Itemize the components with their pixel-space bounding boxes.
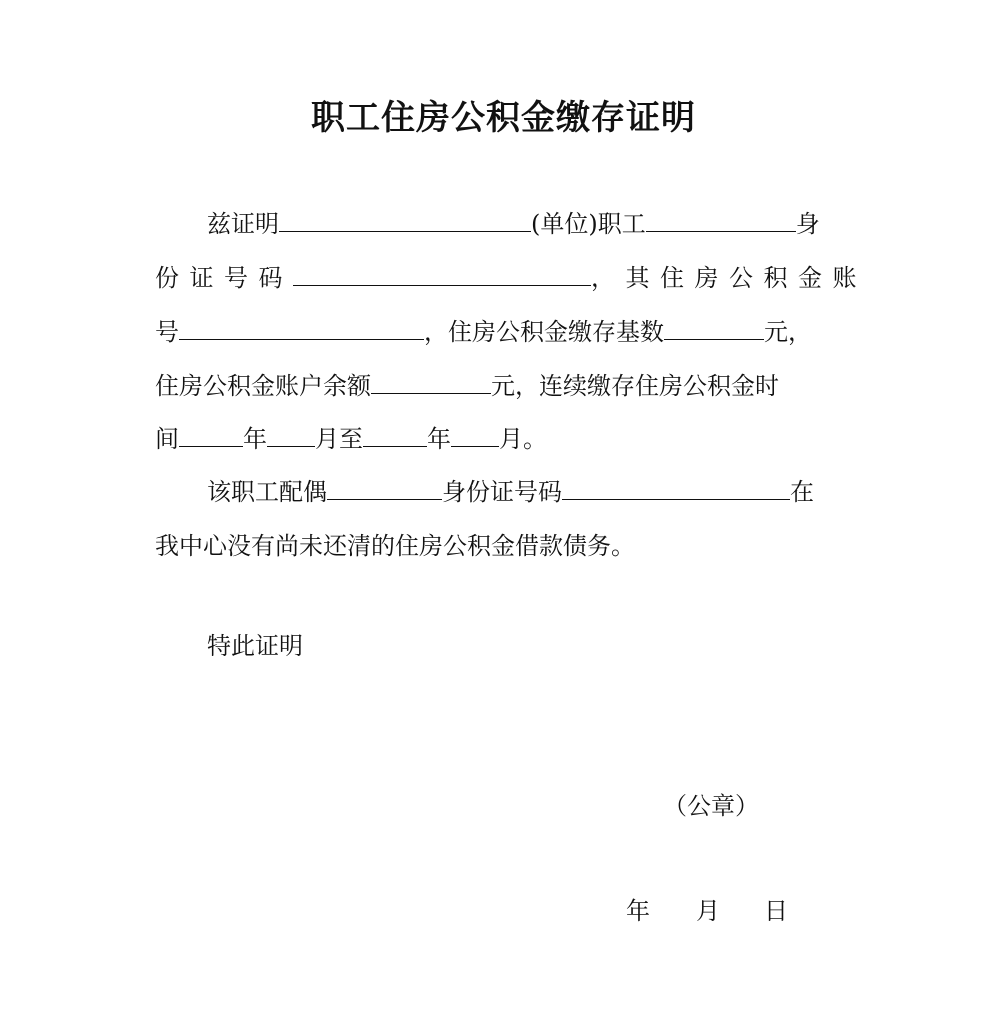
text-balance-label: 住房公积金账户余额 (155, 372, 371, 400)
text-continuous-deposit: 元，连续缴存住房公积金时 (491, 372, 779, 400)
blank-spouse-id-number[interactable] (562, 475, 790, 500)
paragraph-2-line-1 (207, 475, 814, 509)
text-spouse-label: 该职工配偶 (207, 478, 327, 506)
text-account-label: ，其住房公积金账 (591, 264, 867, 292)
seal-label: （公章） (663, 792, 759, 820)
text-account-end: 号 (155, 318, 179, 346)
blank-start-year[interactable] (179, 422, 243, 447)
text-id-number-label: 份证号码 (155, 264, 293, 292)
blank-end-year[interactable] (363, 422, 427, 447)
date-month: 月 (696, 897, 720, 925)
text-period: 间 (155, 425, 179, 453)
document-title: 职工住房公积金缴存证明 (311, 98, 696, 138)
text-deposit-base-label: ，住房公积金缴存基数 (424, 318, 664, 346)
blank-end-month[interactable] (451, 422, 499, 447)
blank-account-number[interactable] (179, 315, 424, 340)
text-id-start: 身 (795, 210, 820, 238)
text-at: 在 (790, 478, 814, 506)
text-certify-that: 兹证明 (207, 210, 279, 238)
text-month-to: 月至 (315, 425, 363, 453)
blank-unit-name[interactable] (279, 207, 531, 232)
text-year-2: 年 (427, 425, 451, 453)
blank-employee-name[interactable] (646, 207, 796, 232)
text-unit-employee: (单位)职工 (531, 210, 646, 238)
paragraph-1-line-3 (155, 315, 812, 349)
paragraph-1-line-4 (155, 369, 779, 403)
paragraph-1-line-2 (155, 261, 867, 295)
blank-account-balance[interactable] (371, 369, 491, 394)
closing-text: 特此证明 (207, 632, 303, 660)
paragraph-1-line-1 (207, 207, 820, 241)
blank-start-month[interactable] (267, 422, 315, 447)
text-yuan-1: 元， (764, 318, 812, 346)
text-spouse-id-label: 身份证号码 (442, 478, 562, 506)
date-day: 日 (764, 897, 788, 925)
blank-spouse-name[interactable] (327, 475, 442, 500)
paragraph-2-line-2: 我中心没有尚未还清的住房公积金借款债务。 (155, 532, 635, 560)
date-year: 年 (626, 897, 650, 925)
blank-id-number[interactable] (293, 261, 591, 286)
paragraph-1-line-5 (155, 422, 547, 456)
text-month-end: 月。 (499, 425, 547, 453)
blank-deposit-base[interactable] (664, 315, 764, 340)
text-year-1: 年 (243, 425, 267, 453)
